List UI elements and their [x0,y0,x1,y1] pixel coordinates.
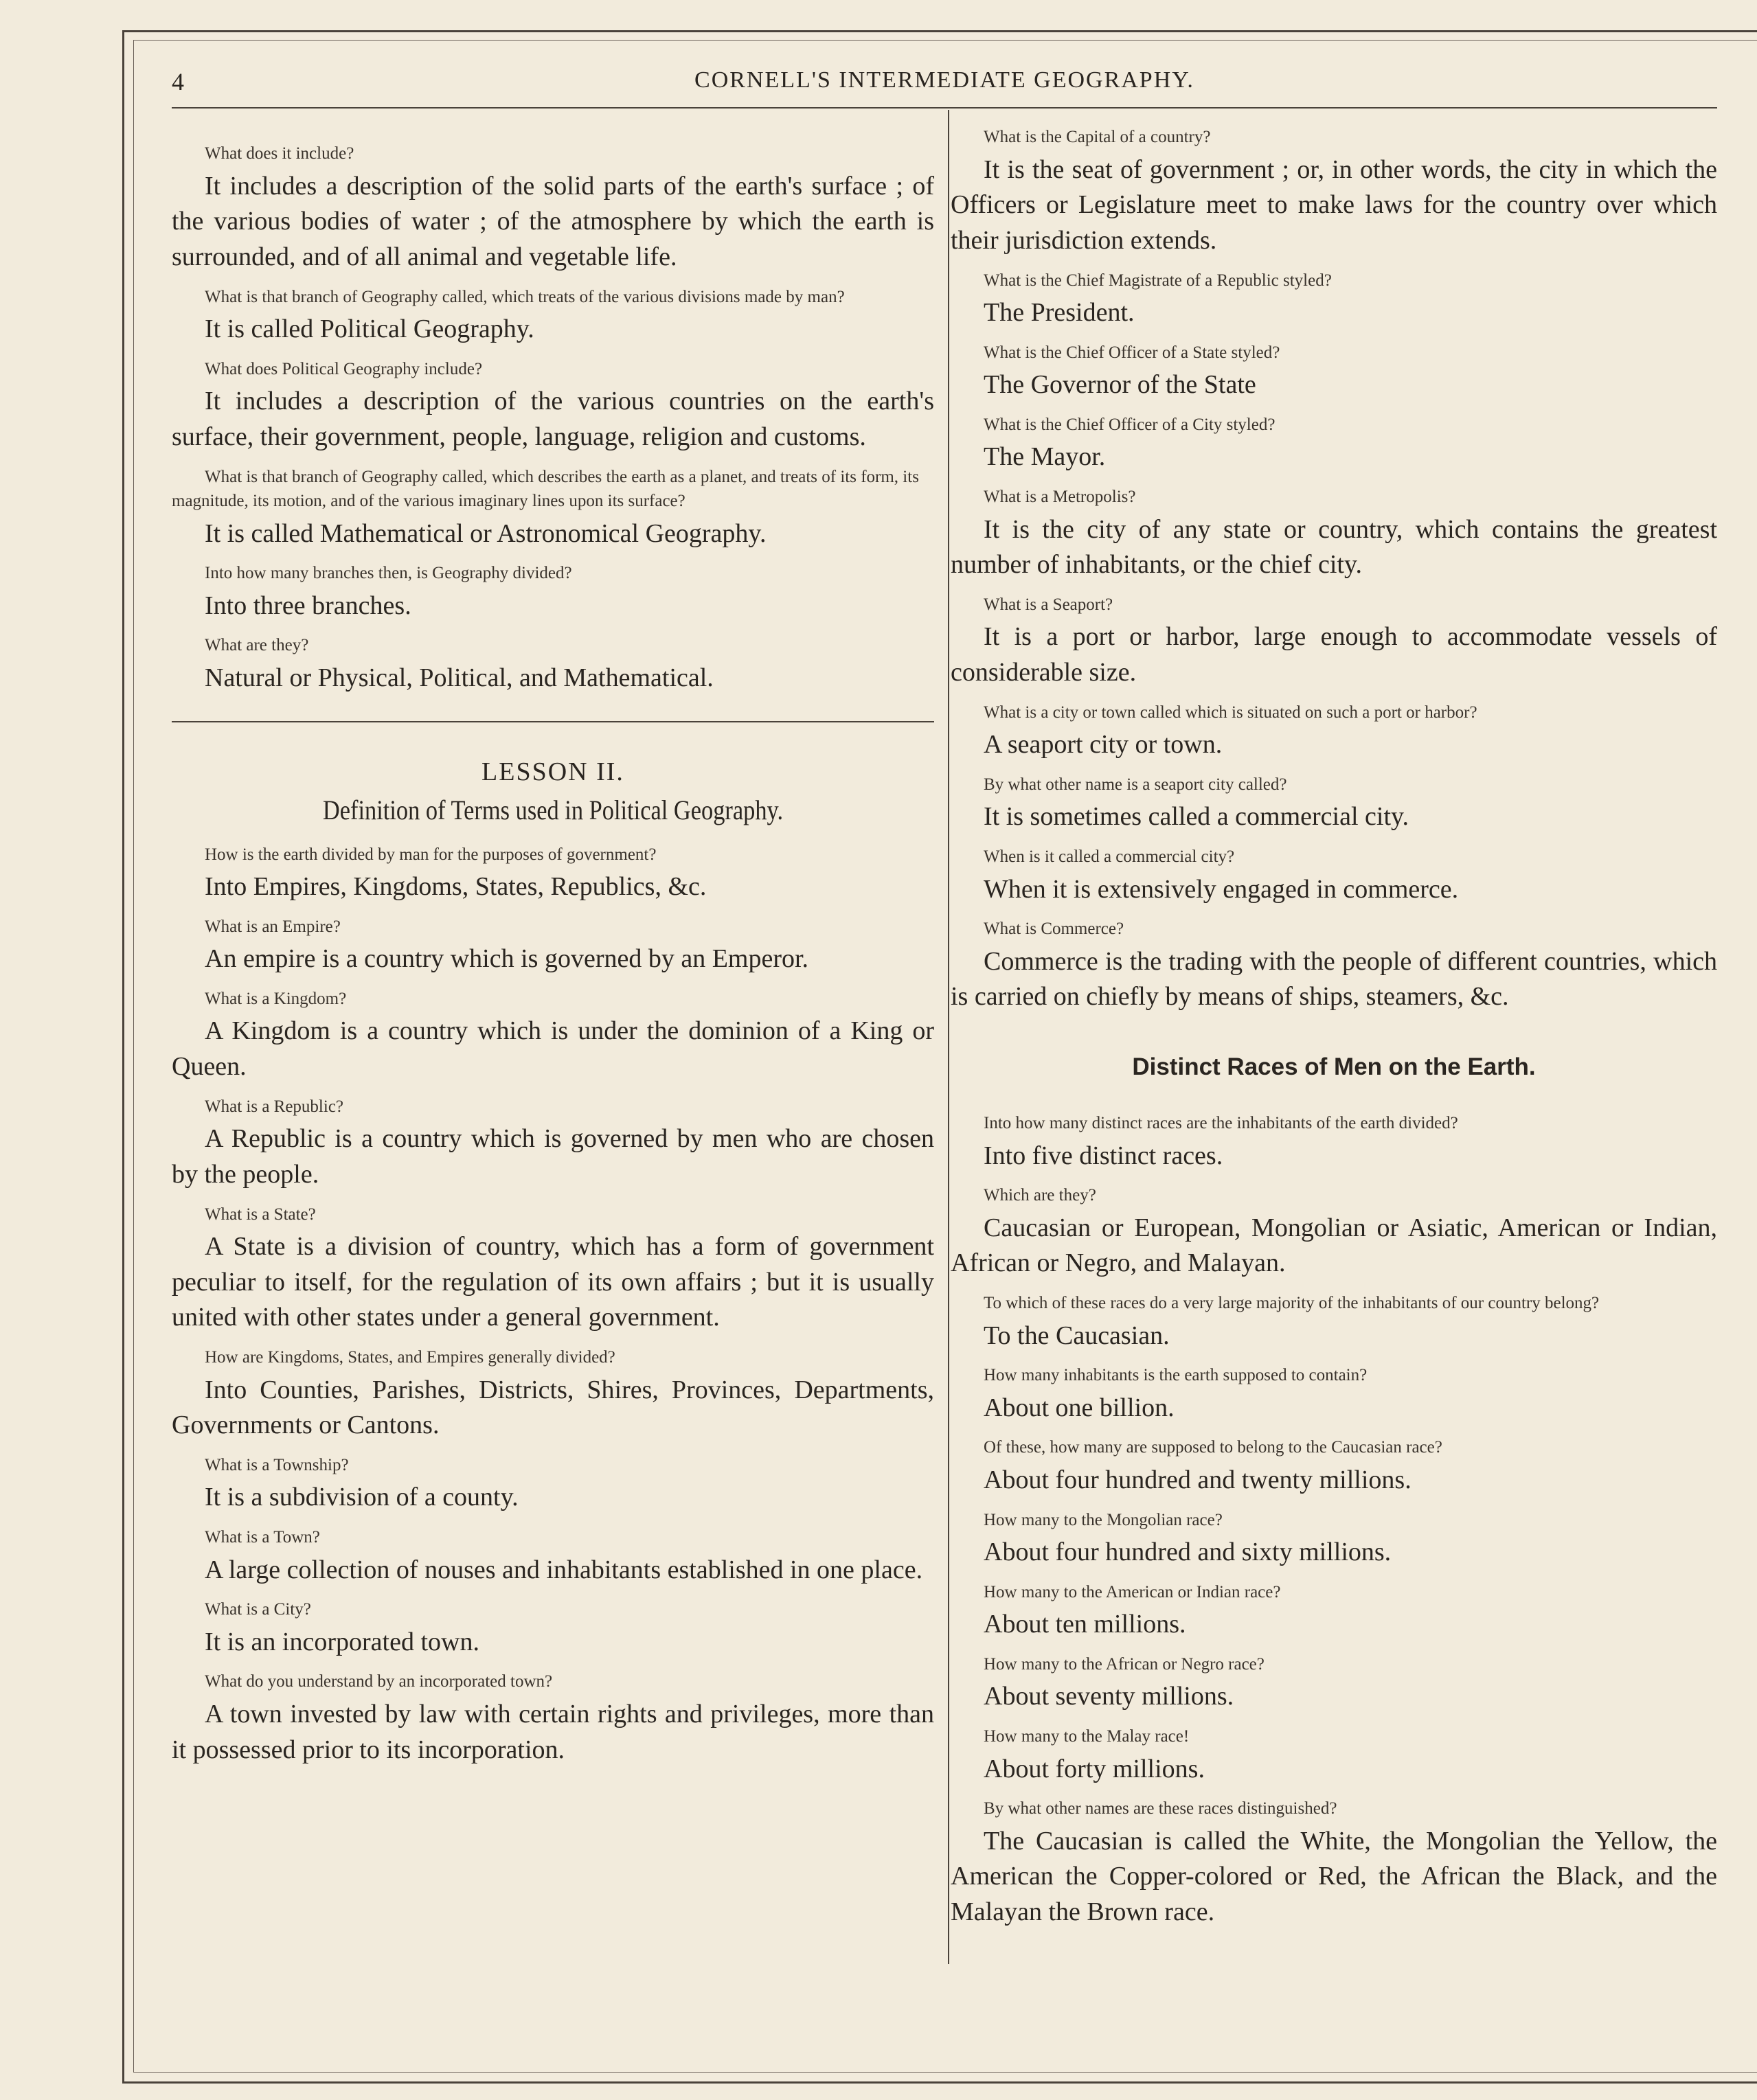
question: How many to the African or Negro race? [984,1654,1265,1674]
qa-item [172,1095,934,1193]
qa-item [172,987,934,1085]
answer: When it is extensively engaged in commerce. [984,874,1459,904]
question: What is a Township? [205,1455,349,1474]
question: What is the Chief Officer of a State styled? [984,343,1280,362]
question: What is a State? [205,1205,316,1224]
qa-item [172,915,934,977]
answer: Caucasian or European, Mongolian or Asiatic, American or Indian, African or Negro, and Malayan. [951,1213,1717,1278]
qa-item [951,700,1717,763]
answer: An empire is a country which is governed by an Emperor. [205,944,809,974]
question: What is the Chief Officer of a City styled? [984,415,1276,434]
question: What is a Kingdom? [205,989,347,1008]
question: What is a City? [205,1600,311,1619]
answer: A seaport city or town. [984,730,1223,760]
answer: It is a subdivision of a county. [205,1483,519,1512]
question: To which of these races do a very large majority of the inhabitants of our country belong? [984,1294,1600,1313]
qa-item [951,845,1717,907]
column-divider [948,110,949,1964]
qa-item [951,1796,1717,1930]
qa-item [951,341,1717,403]
qa-item [951,593,1717,691]
page-header [172,67,1717,109]
answer: A Kingdom is a country which is under the dominion of a King or Queen. [172,1016,934,1082]
answer: About one billion. [984,1393,1175,1422]
question: What does Political Geography include? [205,359,483,378]
answer: The Caucasian is called the White, the Mongolian the Yellow, the American the Copper-colored or Red, the African the Black, and the Malayan the Brown race. [951,1826,1717,1927]
answer: About ten millions. [984,1610,1186,1639]
answer: A State is a division of country, which has a form of government peculiar to itself, for the regulation of its own affairs ; but it is usually united with other states under a general government. [172,1232,934,1332]
lesson-subtitle: Definition of Terms used in Political Geography. [322,794,784,825]
question: What is an Empire? [205,917,341,936]
qa-item [172,1525,934,1588]
answer: Commerce is the trading with the people of different countries, which is carried on chiefly by means of ships, steamers, &c. [951,946,1717,1012]
right-column [951,125,1717,1940]
qa-item [172,1597,934,1660]
qa-item [951,125,1717,259]
question: By what other names are these races distinguished? [984,1799,1337,1818]
qa-item [951,1580,1717,1643]
question: What is a Metropolis? [984,488,1136,507]
question: How many inhabitants is the earth supposed to contain? [984,1366,1368,1385]
qa-item [172,1202,934,1336]
question: What is a Seaport? [984,595,1113,614]
question: When is it called a commercial city? [984,847,1235,867]
answer: It is the seat of government ; or, in other words, the city in which the Officers or Legislature meet to make laws for the country over which their jurisdiction extends. [951,155,1717,255]
answer: It is called Mathematical or Astronomical Geography. [205,518,767,548]
answer: About seventy millions. [984,1682,1234,1711]
qa-item [172,561,934,624]
answer: It is an incorporated town. [205,1627,479,1656]
qa-item [951,1291,1717,1354]
qa-item [951,1508,1717,1571]
qa-item [951,413,1717,475]
question: What is the Capital of a country? [984,128,1211,146]
qa-item [172,633,934,696]
answer: About four hundred and twenty millions. [984,1465,1412,1494]
answer: Into three branches. [205,591,411,620]
qa-item [172,843,934,905]
question: How many to the American or Indian race? [984,1582,1281,1601]
question: What are they? [205,636,309,655]
question: Into how many distinct races are the inhabitants of the earth divided? [984,1114,1458,1133]
qa-item [172,141,934,275]
qa-item [172,285,934,347]
answer: The Mayor. [984,442,1106,472]
question: Into how many branches then, is Geography divided? [205,564,572,583]
answer: About forty millions. [984,1754,1205,1783]
question: Which are they? [984,1186,1096,1205]
answer: The President. [984,298,1135,328]
answer: Into Counties, Parishes, Districts, Shires, Provinces, Departments, Governments or Cantons. [172,1375,934,1440]
question: Of these, how many are supposed to belong to the Caucasian race? [984,1438,1442,1457]
qa-item [951,1724,1717,1787]
question: How is the earth divided by man for the purposes of government? [205,845,657,864]
question: By what other name is a seaport city called? [984,775,1287,794]
question: What is a Republic? [205,1097,344,1116]
question: How many to the Mongolian race? [984,1510,1223,1529]
question: What is that branch of Geography called, which treats of the various divisions made by man? [205,287,845,306]
qa-item [951,485,1717,583]
answer: A town invested by law with certain rights and privileges, more than it possessed prior to its incorporation. [172,1699,934,1764]
qa-item [951,917,1717,1015]
qa-item [172,1669,934,1768]
section-rule [172,721,934,722]
qa-item [951,1363,1717,1426]
qa-item [951,269,1717,331]
answer: Natural or Physical, Political, and Mathematical. [205,663,714,692]
question: What is the Chief Magistrate of a Republic styled? [984,271,1332,290]
qa-item [172,465,934,552]
qa-item [951,1111,1717,1174]
question: What is that branch of Geography called, which describes the earth as a planet, and treats of its form, its magnitude, its motion, and of the various imaginary lines upon its surface? [172,467,919,511]
question: What is a city or town called which is situated on such a port or harbor? [984,703,1477,722]
answer: It includes a description of the various countries on the earth's surface, their government, people, language, religion and customs. [172,387,934,451]
running-title: CORNELL'S INTERMEDIATE GEOGRAPHY. [694,67,1194,93]
left-column [172,141,934,1777]
qa-item [951,1652,1717,1715]
qa-item [951,1183,1717,1281]
answer: It is the city of any state or country, which contains the greatest number of inhabitants, or the chief city. [951,514,1717,580]
header-rule [172,107,1717,109]
qa-item [951,773,1717,835]
answer: Into Empires, Kingdoms, States, Republics, &c. [205,872,707,902]
answer: It is sometimes called a commercial city. [984,802,1409,832]
question: How are Kingdoms, States, and Empires generally divided? [205,1348,615,1367]
question: What is a Town? [205,1528,320,1547]
qa-item [172,1453,934,1516]
question: How many to the Malay race! [984,1727,1190,1746]
page-number: 4 [172,68,184,95]
answer: To the Caucasian. [984,1321,1170,1350]
question: What does it include? [205,144,354,163]
races-heading: Distinct Races of Men on the Earth. [1132,1053,1536,1081]
question: What is Commerce? [984,920,1124,939]
answer: A Republic is a country which is governed by men who are chosen by the people. [172,1124,934,1189]
answer: Into five distinct races. [984,1141,1223,1170]
answer: It includes a description of the solid parts of the earth's surface ; of the various bodies of water ; of the atmosphere by which the earth is surrounded, and of all animal and vegetable life. [172,171,934,271]
answer: A large collection of nouses and inhabitants established in one place. [205,1555,923,1584]
qa-item [951,1435,1717,1498]
answer: It is called Political Geography. [205,315,534,344]
answer: About four hundred and sixty millions. [984,1538,1392,1567]
answer: It is a port or harbor, large enough to accommodate vessels of considerable size. [951,622,1717,687]
lesson-title: LESSON II. [481,757,624,786]
answer: The Governor of the State [984,370,1256,400]
question: What do you understand by an incorporated town? [205,1672,553,1691]
qa-item [172,1345,934,1443]
qa-item [172,357,934,455]
